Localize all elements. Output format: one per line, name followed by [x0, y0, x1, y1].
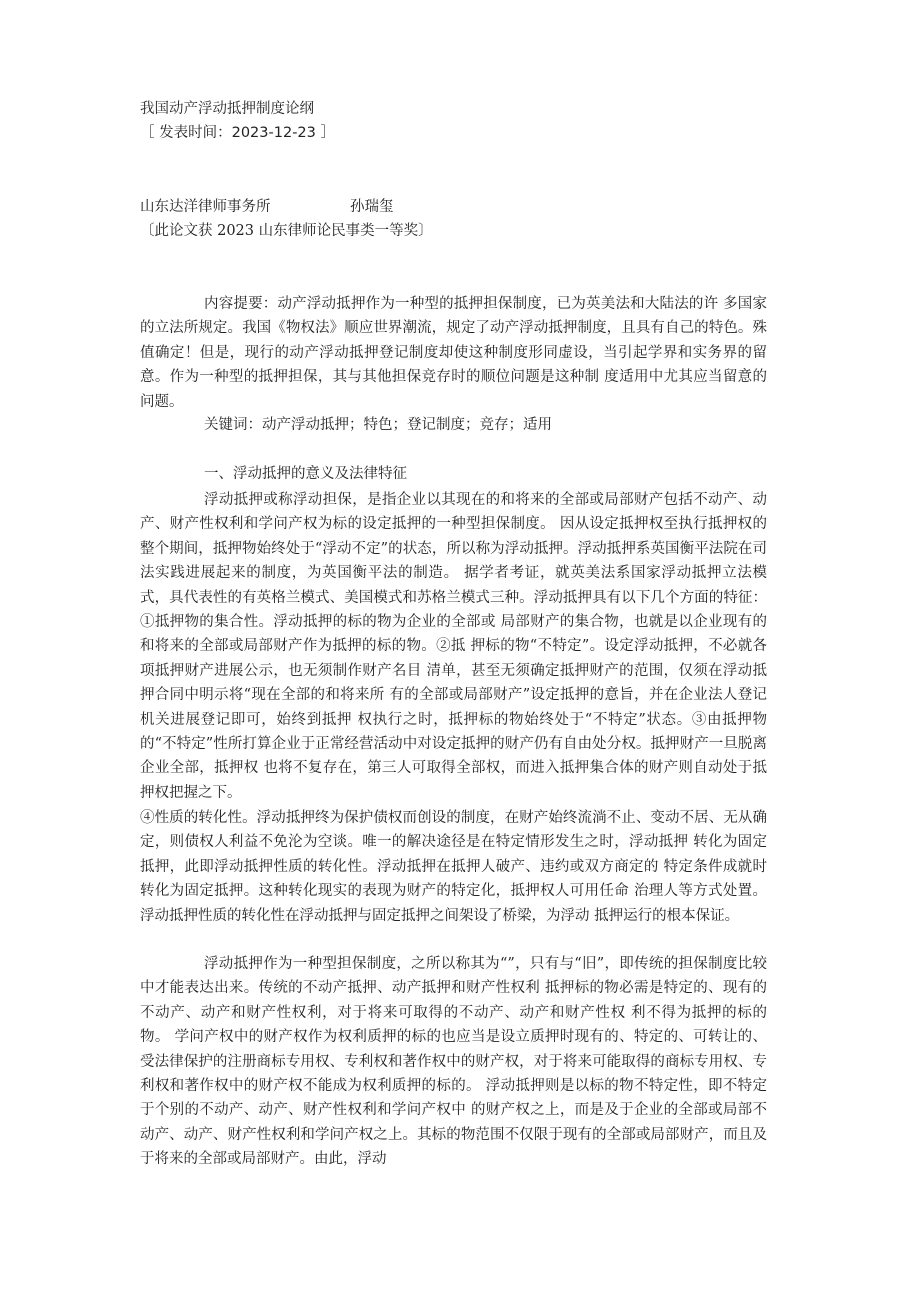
publish-date: ［ 发表时间：2023-12-23 ］ [140, 125, 335, 141]
abstract-paragraph: 内容提要：动产浮动抵押作为一种型的抵押担保制度，已为英美法和大陆法的许 多国家的立法所规定。我国《物权法》顺应世界潮流，规定了动产浮动抵押制度，且具有自己的特色。殊值确定！但是，现行的动产浮动抵押登记制度却使这种制度形同虚设，当引起学界和实务界的留意。作为一种型的抵押担保，其与其他担保竞存时的顺位问题是这种制 度适用中尤其应当留意的问题。 [140, 296, 767, 410]
body-paragraph: ④性质的转化性。浮动抵押终为保护债权而创设的制度，在财产始终流淌不止、变动不居、无从确定，则债权人利益不免沦为空谈。唯一的解决途径是在特定情形发生之时，浮动抵押 转化为固定抵押，此即浮动抵押性质的转化性。浮动抵押在抵押人破产、违约或双方商定的 特定条件成就时转化为固定抵押。这种转化现实的表现为财产的特定化，抵押权人可用任命 治理人等方式处置。浮动抵押性质的转化性在浮动抵押与固定抵押之间架设了桥梁，为浮动 抵押运行的根本保证。 [140, 810, 767, 924]
author-firm: 山东达洋律师事务所 [140, 199, 271, 215]
body-paragraph: 浮动抵押或称浮动担保，是指企业以其现在的和将来的全部或局部财产包括不动产、动产、财产性权利和学问产权为标的设定抵押的一种型担保制度。 因从设定抵押权至执行抵押权的整个期间，抵押物始终处于“浮动不定”的状态，所以称为浮动抵押。浮动抵押系英国衡平法院在司法实践进展起来的制度，为英国衡平法的制造。 据学者考证，就英美法系国家浮动抵押立法模式，具代表性的有英格兰模式、美国模式和苏格兰模式三种。浮动抵押具有以下几个方面的特征：①抵押物的集合性。浮动抵押的标的物为企业的全部或 局部财产的集合物，也就是以企业现有的和将来的全部或局部财产作为抵押的标的物。②抵 押标的物“不特定”。设定浮动抵押，不必就各项抵押财产进展公示，也无须制作财产名目 清单，甚至无须确定抵押财产的范围，仅须在浮动抵押合同中明示将“现在全部的和将来所 有的全部或局部财产”设定抵押的意旨，并在企业法人登记机关进展登记即可，始终到抵押 权执行之时，抵押标的物始终处于“不特定”状态。③由抵押物的“不特定”性所打算企业于正常经营活动中对设定抵押的财产仍有自由处分权。抵押财产一旦脱离企业全部，抵押权 也将不复存在，第三人可取得全部权，而进入抵押集合体的财产则自动处于抵押权把握之下。 [140, 492, 767, 801]
author-name: 孙瑞玺 [350, 199, 394, 215]
document-title: 我国动产浮动抵押制度论纲 [140, 101, 314, 117]
keywords-line: 关键词：动产浮动抵押；特色；登记制度；竞存；适用 [204, 417, 552, 433]
award-note: 〔此论文获 2023 山东律师论民事类一等奖〕 [140, 223, 433, 239]
section-heading: 一、浮动抵押的意义及法律特征 [204, 466, 407, 482]
body-paragraph: 浮动抵押作为一种型担保制度，之所以称其为“”，只有与“旧”，即传统的担保制度比较中才能表达出来。传统的不动产抵押、动产抵押和财产性权利 抵押标的物必需是特定的、现有的不动产、动产和财产性权利，对于将来可取得的不动产、动产和财产性权 利不得为抵押的标的物。 学问产权中的财产权作为权利质押的标的也应当是设立质押时现有的、特定的、可转让的、受法律保护的注册商标专用权、专利权和著作权中的财产权，对于将来可能取得的商标专用权、专利权和著作权中的财产权不能成为权利质押的标的。 浮动抵押则是以标的物不特定性，即不特定于个别的不动产、动产、财产性权利和学问产权中 的财产权之上，而是及于企业的全部或局部不动产、动产、财产性权利和学问产权之上。其标的物范围不仅限于现有的全部或局部财产，而且及于将来的全部或局部财产。由此，浮动 [140, 956, 767, 1168]
